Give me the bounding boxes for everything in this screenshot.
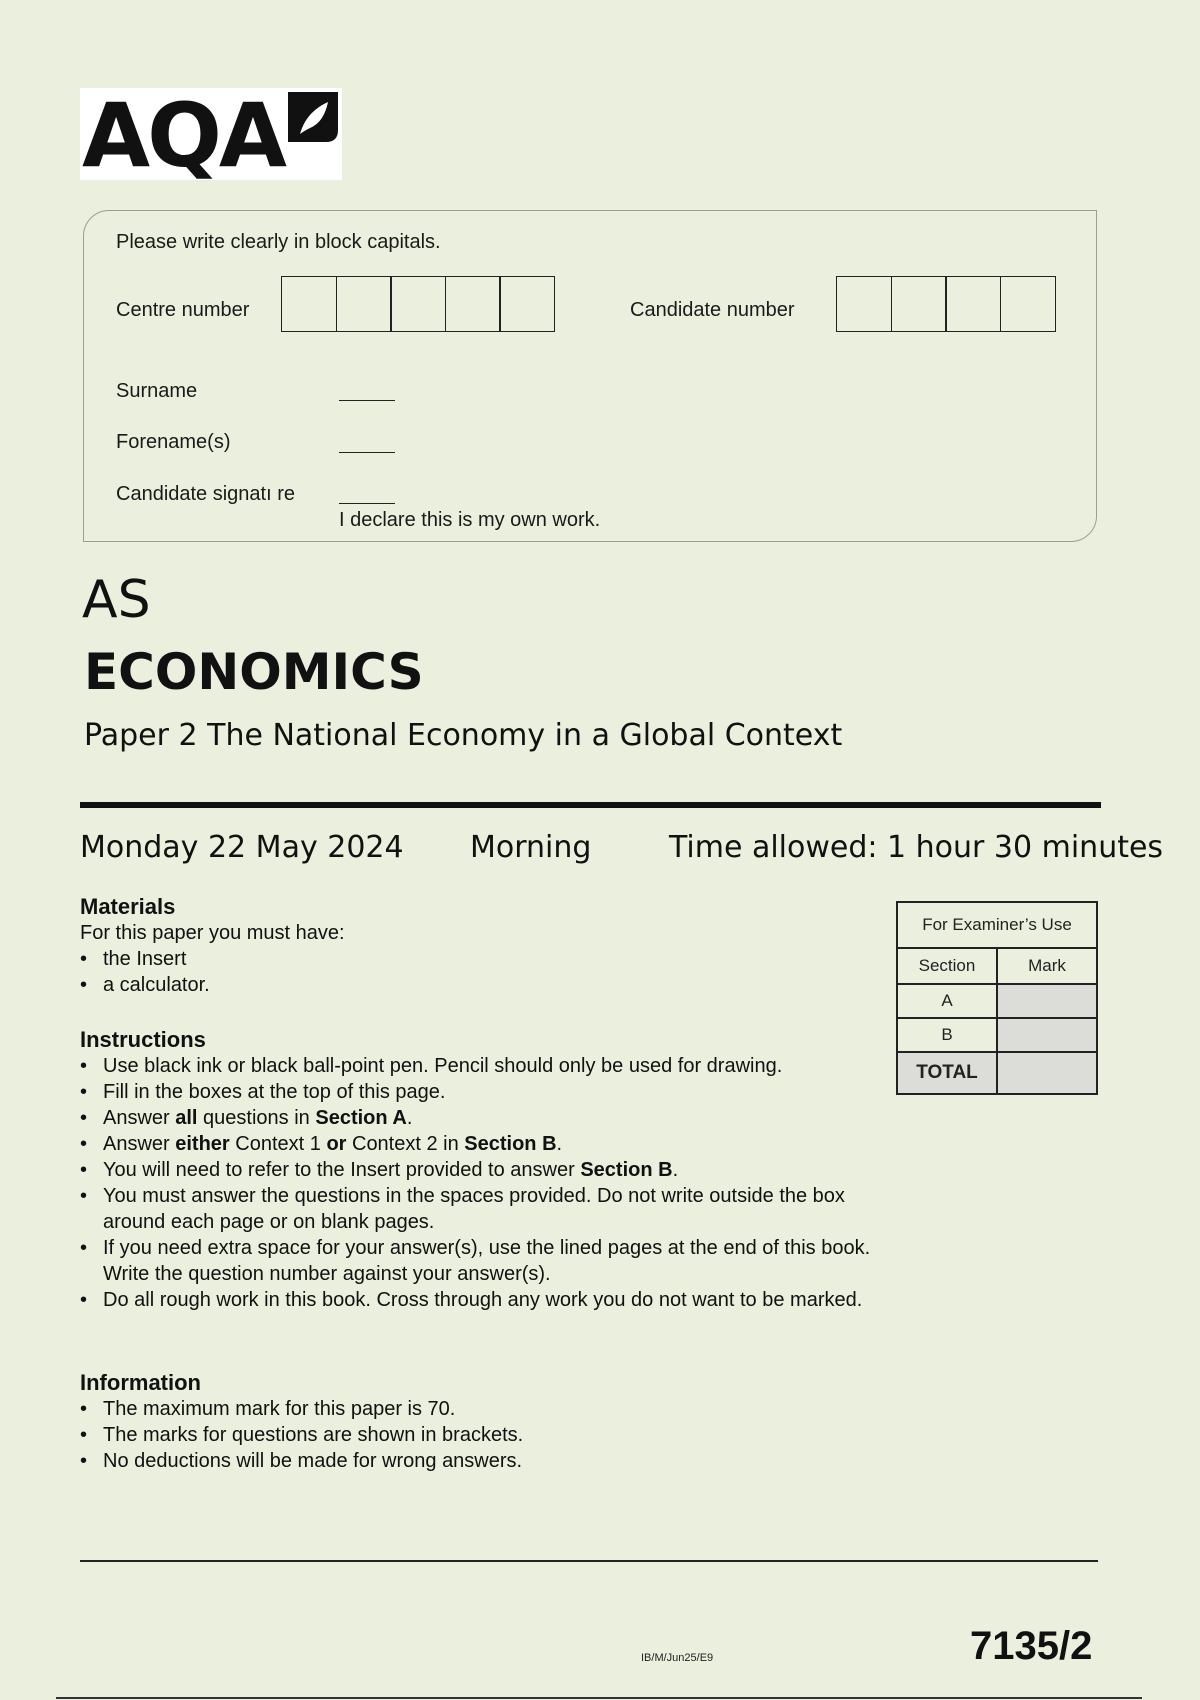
information-heading: Information	[80, 1370, 201, 1395]
candidate-number-digit-box[interactable]	[836, 276, 892, 332]
centre-number-digit-box[interactable]	[499, 276, 555, 332]
signature-label: Candidate signatı re	[116, 483, 296, 505]
subject-title: ECONOMICS	[84, 643, 424, 701]
information-section	[80, 1370, 880, 1474]
list-item: • a calculator.	[80, 972, 880, 998]
list-item: • Use black ink or black ball-point pen. Pencil should only be used for drawing.	[80, 1053, 880, 1079]
heading-divider	[80, 802, 1101, 808]
centre-number-digit-box[interactable]	[336, 276, 392, 332]
list-item: • You must answer the questions in the spaces provided. Do not write outside the box around each page or on blank pages.	[80, 1183, 880, 1235]
paper-title: Paper 2 The National Economy in a Global Context	[84, 718, 843, 753]
block-capitals-instruction: Please write clearly in block capitals.	[116, 231, 441, 253]
exam-date: Monday 22 May 2024	[80, 830, 404, 865]
mark-column-header: Mark	[997, 948, 1097, 984]
qualification-level: AS	[82, 570, 151, 630]
list-item: • the Insert	[80, 946, 880, 972]
list-item: • No deductions will be made for wrong answers.	[80, 1448, 880, 1474]
total-mark-cell	[997, 1052, 1097, 1094]
materials-heading: Materials	[80, 894, 176, 919]
document-reference: IB/M/Jun25/E9	[641, 1652, 714, 1664]
information-list	[80, 1396, 880, 1474]
list-item: • If you need extra space for your answer(s), use the lined pages at the end of this book. Write the question number against your answer(s).	[80, 1235, 880, 1287]
materials-list	[80, 946, 880, 998]
instructions-section	[80, 1027, 880, 1313]
examiners-use-table	[896, 901, 1098, 1095]
time-allowed: Time allowed: 1 hour 30 minutes	[669, 830, 1164, 865]
section-b-label: B	[897, 1018, 997, 1052]
declaration-text: I declare this is my own work.	[339, 509, 601, 531]
examiners-use-title: For Examiner’s Use	[897, 902, 1097, 948]
section-column-header: Section	[897, 948, 997, 984]
section-b-mark-cell	[997, 1018, 1097, 1052]
page-bottom-rule	[56, 1697, 1142, 1699]
centre-number-digit-box[interactable]	[390, 276, 446, 332]
paper-code: 7135/2	[970, 1624, 1093, 1668]
forenames-field[interactable]	[339, 452, 395, 453]
centre-number-label: Centre number	[116, 299, 250, 321]
list-item: • Answer all questions in Section A.	[80, 1105, 880, 1131]
section-a-mark-cell	[997, 984, 1097, 1018]
centre-number-digit-box[interactable]	[281, 276, 337, 332]
surname-label: Surname	[116, 380, 198, 402]
centre-number-digit-box[interactable]	[445, 276, 501, 332]
instructions-heading: Instructions	[80, 1027, 206, 1052]
logo-leaf-icon	[286, 90, 340, 144]
candidate-number-digit-box[interactable]	[945, 276, 1001, 332]
list-item: • Answer either Context 1 or Context 2 in Section B.	[80, 1131, 880, 1157]
materials-intro: For this paper you must have:	[80, 922, 345, 944]
list-item: • The maximum mark for this paper is 70.	[80, 1396, 880, 1422]
footer-divider	[80, 1560, 1098, 1562]
signature-field[interactable]	[339, 503, 395, 504]
logo-text: AQA	[82, 84, 285, 187]
candidate-number-digit-box[interactable]	[1000, 276, 1056, 332]
forenames-label: Forename(s)	[116, 431, 231, 453]
aqa-logo	[80, 84, 342, 187]
materials-section	[80, 894, 880, 998]
candidate-number-digit-box[interactable]	[891, 276, 947, 332]
section-a-label: A	[897, 984, 997, 1018]
candidate-number-label: Candidate number	[630, 299, 795, 321]
exam-session: Morning	[470, 830, 592, 865]
list-item: • You will need to refer to the Insert provided to answer Section B.	[80, 1157, 880, 1183]
total-label: TOTAL	[897, 1052, 997, 1094]
list-item: • Fill in the boxes at the top of this page.	[80, 1079, 880, 1105]
candidate-number-field[interactable]	[836, 276, 1054, 332]
surname-field[interactable]	[339, 400, 395, 401]
list-item: • The marks for questions are shown in brackets.	[80, 1422, 880, 1448]
centre-number-field[interactable]	[281, 276, 554, 332]
list-item: • Do all rough work in this book. Cross through any work you do not want to be marked.	[80, 1287, 880, 1313]
instructions-list	[80, 1053, 880, 1313]
